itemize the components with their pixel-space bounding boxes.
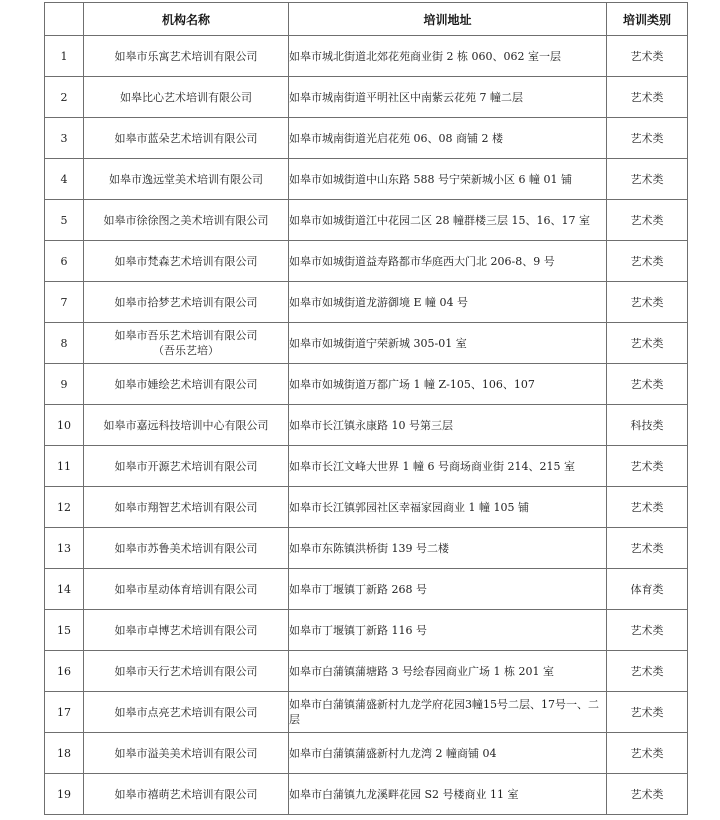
institution-name: 如皋市溢美美术培训有限公司	[114, 746, 258, 760]
table-row	[45, 282, 688, 323]
row-number: 11	[45, 446, 84, 487]
institution-name: 如皋市星动体育培训有限公司	[114, 582, 258, 596]
row-number: 15	[45, 610, 84, 651]
training-address: 如皋市白蒲镇蒲塘路 3 号绘春园商业广场 1 栋 201 室	[289, 651, 607, 692]
institution-name: 如皋市翔智艺术培训有限公司	[114, 500, 258, 514]
training-category: 艺术类	[607, 364, 688, 405]
row-number: 18	[45, 733, 84, 774]
row-number: 4	[45, 159, 84, 200]
institution-name: 如皋市娷绘艺术培训有限公司	[114, 377, 258, 391]
institution-name-cell	[84, 118, 289, 159]
table-row	[45, 77, 688, 118]
institution-name: 如皋市梵森艺术培训有限公司	[114, 254, 258, 268]
training-category: 艺术类	[607, 692, 688, 733]
row-number: 5	[45, 200, 84, 241]
table-row	[45, 364, 688, 405]
training-address: 如皋市白蒲镇蒲盛新村九龙学府花园3幢15号二层、17号一、二层	[289, 692, 607, 733]
institution-name-cell	[84, 610, 289, 651]
training-category: 艺术类	[607, 200, 688, 241]
institution-name: 如皋市苏鲁美术培训有限公司	[114, 541, 258, 555]
table-row	[45, 36, 688, 77]
institution-name: 如皋市吾乐艺术培训有限公司	[114, 329, 258, 342]
table-row	[45, 159, 688, 200]
table-row	[45, 446, 688, 487]
table-row	[45, 610, 688, 651]
training-address: 如皋市城南街道光启花苑 06、08 商铺 2 楼	[289, 118, 607, 159]
training-category: 艺术类	[607, 36, 688, 77]
institution-name: 如皋比心艺术培训有限公司	[120, 90, 252, 104]
table-row	[45, 487, 688, 528]
row-number: 12	[45, 487, 84, 528]
header-training-category: 培训类别	[607, 3, 688, 36]
institution-name-cell	[84, 774, 289, 815]
row-number: 8	[45, 323, 84, 364]
training-address: 如皋市如城街道宁荣新城 305-01 室	[289, 323, 607, 364]
institution-name: 如皋市开源艺术培训有限公司	[114, 459, 258, 473]
training-category: 艺术类	[607, 323, 688, 364]
table-row	[45, 569, 688, 610]
training-category: 艺术类	[607, 774, 688, 815]
institution-name: 如皋市乐寓艺术培训有限公司	[114, 49, 258, 63]
row-number: 16	[45, 651, 84, 692]
institution-name-cell	[84, 487, 289, 528]
row-number: 2	[45, 77, 84, 118]
institution-name-cell	[84, 651, 289, 692]
table-body	[45, 36, 688, 815]
table-row	[45, 774, 688, 815]
institution-name: 如皋市天行艺术培训有限公司	[114, 664, 258, 678]
institution-name-cell	[84, 282, 289, 323]
training-address: 如皋市如城街道万都广场 1 幢 Z-105、106、107	[289, 364, 607, 405]
training-address: 如皋市如城街道龙游御境 E 幢 04 号	[289, 282, 607, 323]
table-row	[45, 528, 688, 569]
institution-name-cell	[84, 323, 289, 364]
institution-name-cell	[84, 159, 289, 200]
training-category: 科技类	[607, 405, 688, 446]
training-address: 如皋市白蒲镇九龙溪畔花园 S2 号楼商业 11 室	[289, 774, 607, 815]
training-category: 艺术类	[607, 651, 688, 692]
training-category: 艺术类	[607, 282, 688, 323]
institution-name-cell	[84, 733, 289, 774]
training-institution-table	[44, 2, 688, 815]
institution-name-cell	[84, 446, 289, 487]
training-address: 如皋市丁堰镇丁新路 116 号	[289, 610, 607, 651]
training-address: 如皋市长江镇永康路 10 号第三层	[289, 405, 607, 446]
header-training-address: 培训地址	[289, 3, 607, 36]
institution-name-cell	[84, 36, 289, 77]
training-category: 艺术类	[607, 159, 688, 200]
institution-name: 如皋市点亮艺术培训有限公司	[114, 705, 258, 719]
row-number: 17	[45, 692, 84, 733]
table-row	[45, 733, 688, 774]
table-header-row	[45, 3, 688, 36]
institution-name-cell	[84, 528, 289, 569]
header-institution-name: 机构名称	[84, 3, 289, 36]
table-row	[45, 241, 688, 282]
training-category: 艺术类	[607, 733, 688, 774]
training-category: 体育类	[607, 569, 688, 610]
row-number: 6	[45, 241, 84, 282]
training-category: 艺术类	[607, 118, 688, 159]
training-address: 如皋市如城街道中山东路 588 号宁荣新城小区 6 幢 01 铺	[289, 159, 607, 200]
training-category: 艺术类	[607, 487, 688, 528]
institution-name-cell	[84, 364, 289, 405]
training-address: 如皋市如城街道益寿路都市华庭西大门北 206-8、9 号	[289, 241, 607, 282]
institution-name: 如皋市蓝朵艺术培训有限公司	[114, 131, 258, 145]
training-category: 艺术类	[607, 77, 688, 118]
institution-name-cell	[84, 241, 289, 282]
header-number	[45, 3, 84, 36]
row-number: 10	[45, 405, 84, 446]
institution-name-cell	[84, 200, 289, 241]
row-number: 1	[45, 36, 84, 77]
institution-name: 如皋市逸远堂美术培训有限公司	[109, 172, 263, 186]
row-number: 13	[45, 528, 84, 569]
row-number: 9	[45, 364, 84, 405]
training-address: 如皋市如城街道江中花园二区 28 幢群楼三层 15、16、17 室	[289, 200, 607, 241]
institution-name: 如皋市卓博艺术培训有限公司	[114, 623, 258, 637]
table-row	[45, 405, 688, 446]
training-category: 艺术类	[607, 446, 688, 487]
institution-name-cell	[84, 569, 289, 610]
institution-name: 如皋市嘉远科技培训中心有限公司	[103, 418, 269, 432]
row-number: 19	[45, 774, 84, 815]
row-number: 14	[45, 569, 84, 610]
training-category: 艺术类	[607, 610, 688, 651]
row-number: 3	[45, 118, 84, 159]
institution-name: 如皋市拾梦艺术培训有限公司	[114, 295, 258, 309]
table-row	[45, 651, 688, 692]
training-address: 如皋市长江文峰大世界 1 幢 6 号商场商业街 214、215 室	[289, 446, 607, 487]
training-address: 如皋市城北街道北郊花苑商业街 2 栋 060、062 室一层	[289, 36, 607, 77]
training-address: 如皋市城南街道平明社区中南紫云花苑 7 幢二层	[289, 77, 607, 118]
institution-name-cell	[84, 77, 289, 118]
institution-name: 如皋市禧萌艺术培训有限公司	[114, 787, 258, 801]
training-address: 如皋市长江镇郭园社区幸福家园商业 1 幢 105 铺	[289, 487, 607, 528]
training-address: 如皋市白蒲镇蒲盛新村九龙湾 2 幢商铺 04	[289, 733, 607, 774]
institution-name-cell	[84, 692, 289, 733]
training-category: 艺术类	[607, 241, 688, 282]
table-row	[45, 323, 688, 364]
training-address: 如皋市东陈镇洪桥街 139 号二楼	[289, 528, 607, 569]
training-address: 如皋市丁堰镇丁新路 268 号	[289, 569, 607, 610]
training-category: 艺术类	[607, 528, 688, 569]
institution-name-cell	[84, 405, 289, 446]
row-number: 7	[45, 282, 84, 323]
table-row	[45, 118, 688, 159]
institution-name: 如皋市徐徐图之美术培训有限公司	[103, 213, 269, 227]
institution-short-name: （吾乐艺培）	[153, 344, 219, 357]
table-row	[45, 200, 688, 241]
table-row	[45, 692, 688, 733]
